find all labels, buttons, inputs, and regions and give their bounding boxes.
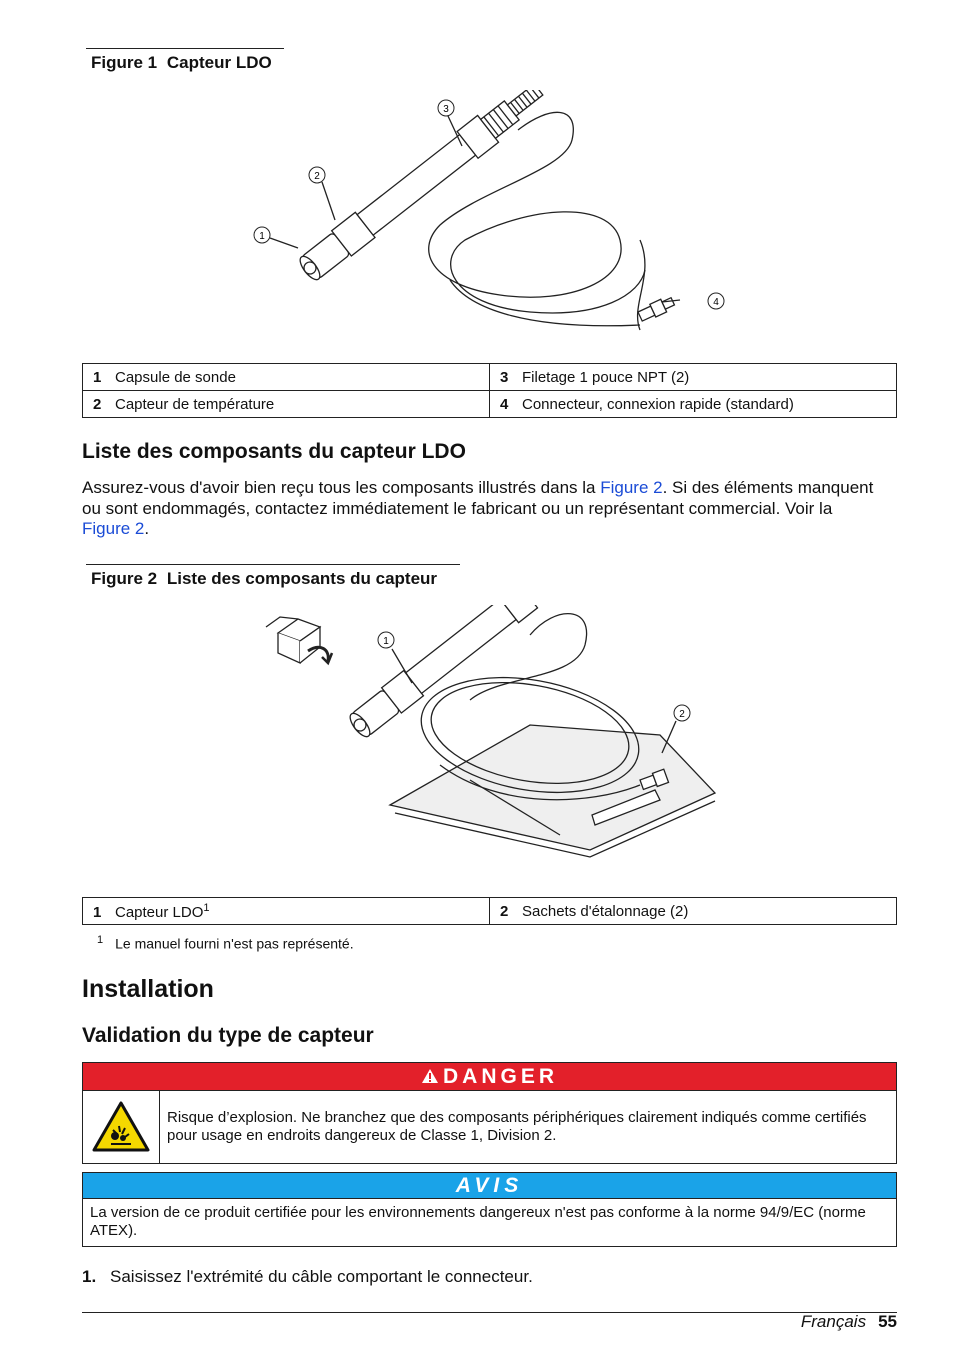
figure-2-number: Figure 2 xyxy=(91,569,158,588)
manual-box-part xyxy=(266,617,332,663)
explosion-hazard-icon xyxy=(83,1091,160,1163)
warning-triangle-icon xyxy=(421,1068,439,1084)
figure-2-legend-table xyxy=(82,897,897,925)
figure-1-callout-2: 2 xyxy=(314,171,320,182)
ldo-sensor-illustration xyxy=(200,90,780,360)
notice-box xyxy=(82,1172,897,1247)
subheading-sensor-validation: Validation du type de capteur xyxy=(82,1024,374,1047)
figure-1-legend-table xyxy=(82,363,897,418)
legend-cell: 2 Sachets d'étalonnage (2) xyxy=(490,898,897,925)
table-row xyxy=(83,391,897,418)
notice-text: La version de ce produit certifiée pour les environnements dangereux n'est pas conforme à la norme 94/9/EC (norme ATEX). xyxy=(90,1204,866,1239)
step-number: 1. xyxy=(82,1267,97,1286)
figure-1-callout-4: 4 xyxy=(713,297,719,308)
page-footer xyxy=(801,1312,897,1332)
page-number: 55 xyxy=(878,1312,897,1331)
footnote-mark: 1 xyxy=(97,934,104,946)
notice-header: AVIS xyxy=(83,1173,896,1199)
legend-cell: 1 Capsule de sonde xyxy=(83,364,490,391)
figure-1-caption xyxy=(86,48,284,73)
procedure-step-1 xyxy=(82,1267,533,1287)
legend-cell: 3 Filetage 1 pouce NPT (2) xyxy=(490,364,897,391)
figure-2-callout-1: 1 xyxy=(383,636,389,647)
figure-2-link-2[interactable]: Figure 2 xyxy=(82,519,145,538)
components-paragraph: Assurez-vous d'avoir bien reçu tous les composants illustrés dans la Figure 2. Si des éléments manquent ou sont endommagés, contactez immédiatement le fabricant ou un représentant commercial. Voir la Figure 2. xyxy=(82,478,874,538)
footnote xyxy=(97,934,354,952)
table-row xyxy=(83,364,897,391)
figure-1-title: Capteur LDO xyxy=(166,53,272,72)
figure-2-caption xyxy=(86,564,460,589)
figure-1-callout-3: 3 xyxy=(443,104,449,115)
danger-header xyxy=(83,1063,896,1091)
legend-cell: 1 Capteur LDO$^1$ xyxy=(83,898,490,925)
danger-box xyxy=(82,1062,897,1164)
figure-2-link[interactable]: Figure 2 xyxy=(600,478,663,497)
table-row xyxy=(83,898,897,925)
danger-label: DANGER xyxy=(442,1065,558,1088)
figure-1-callout-1: 1 xyxy=(259,231,265,242)
footer-divider xyxy=(82,1312,897,1313)
footnote-text: Le manuel fourni n'est pas représenté. xyxy=(115,935,354,952)
footer-language: Français xyxy=(800,1312,867,1331)
section-heading-installation: Installation xyxy=(82,975,214,1003)
legend-cell: 4 Connecteur, connexion rapide (standard) xyxy=(490,391,897,418)
step-text: Saisissez l'extrémité du câble comportant le connecteur. xyxy=(110,1267,533,1286)
section-heading-components: Liste des composants du capteur LDO xyxy=(82,440,466,463)
figure-1-number: Figure 1 xyxy=(91,53,158,72)
danger-text: Risque d’explosion. Ne branchez que des composants périphériques clairement indiqués comme certifiés pour usage en endroits dangereux de Classe 1, Division 2. xyxy=(167,1109,867,1144)
figure-2-title: Liste des composants du capteur xyxy=(166,569,438,588)
components-illustration xyxy=(200,605,730,885)
legend-cell: 2 Capteur de température xyxy=(83,391,490,418)
figure-2-callout-2: 2 xyxy=(679,709,685,720)
quick-connector-part xyxy=(637,295,676,323)
